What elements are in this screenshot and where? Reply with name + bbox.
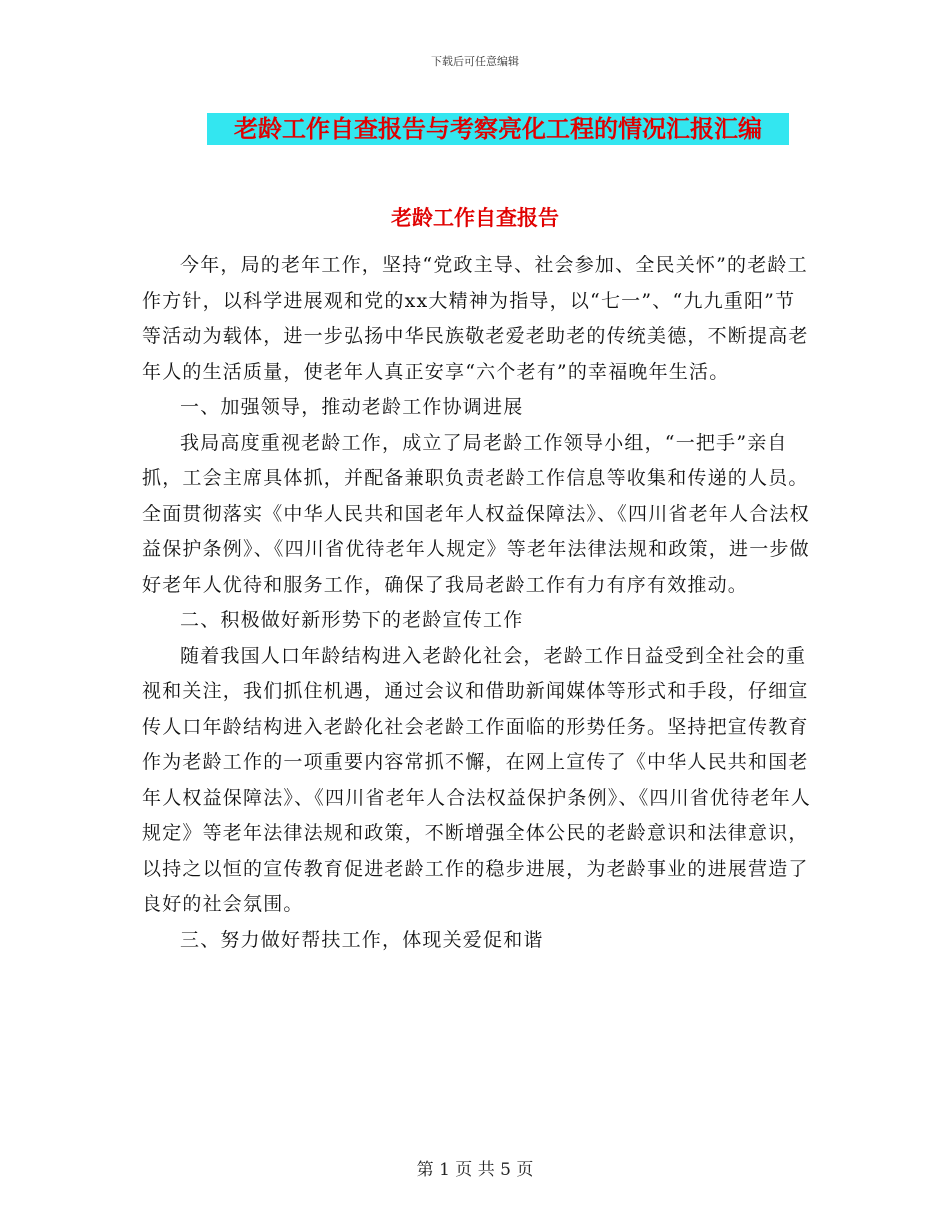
section-title: 老龄工作自查报告	[391, 205, 559, 230]
document-body	[142, 248, 812, 958]
document-title-highlight	[207, 113, 789, 145]
document-title: 老龄工作自查报告与考察亮化工程的情况汇报汇编	[234, 114, 762, 143]
paragraph-leadership: 我局高度重视老龄工作，成立了局老龄工作领导小组，“一把手”亲自抓，工会主席具体抓，并配备兼职负责老龄工作信息等收集和传递的人员。全面贯彻落实《中华人民共和国老年人权益保障法》、《四川省老年人合法权益保护条例》、《四川省优待老年人规定》等老年法律法规和政策，进一步做好老年人优待和服务工作，确保了我局老龄工作有力有序有效推动。	[142, 431, 810, 596]
header-note: 下载后可任意编辑	[431, 55, 519, 68]
page-number: 第 1 页 共 5 页	[416, 1160, 534, 1180]
heading-three: 三、努力做好帮扶工作，体现关爱促和谐	[180, 928, 544, 951]
paragraph-intro: 今年，局的老年工作，坚持“党政主导、社会参加、全民关怀”的老龄工作方针，以科学进展观和党的xx大精神为指导，以“七一”、“九九重阳”节等活动为载体，进一步弘扬中华民族敬老爱老助老的传统美德，不断提高老年人的生活质量，使老年人真正安享“六个老有”的幸福晚年生活。	[142, 254, 809, 383]
paragraph-publicity: 随着我国人口年龄结构进入老龄化社会，老龄工作日益受到全社会的重视和关注，我们抓住机遇，通过会议和借助新闻媒体等形式和手段，仔细宣传人口年龄结构进入老龄化社会老龄工作面临的形势任务。坚持把宣传教育作为老龄工作的一项重要内容常抓不懈，在网上宣传了《中华人民共和国老年人权益保障法》、《四川省老年人合法权益保护条例》、《四川省优待老年人规定》等老年法律法规和政策，不断增强全体公民的老龄意识和法律意识，以持之以恒的宣传教育促进老龄工作的稳步进展，为老龄事业的进展营造了良好的社会氛围。	[142, 644, 812, 915]
heading-two: 二、积极做好新形势下的老龄宣传工作	[180, 609, 524, 631]
heading-one: 一、加强领导，推动老龄工作协调进展	[180, 396, 524, 418]
